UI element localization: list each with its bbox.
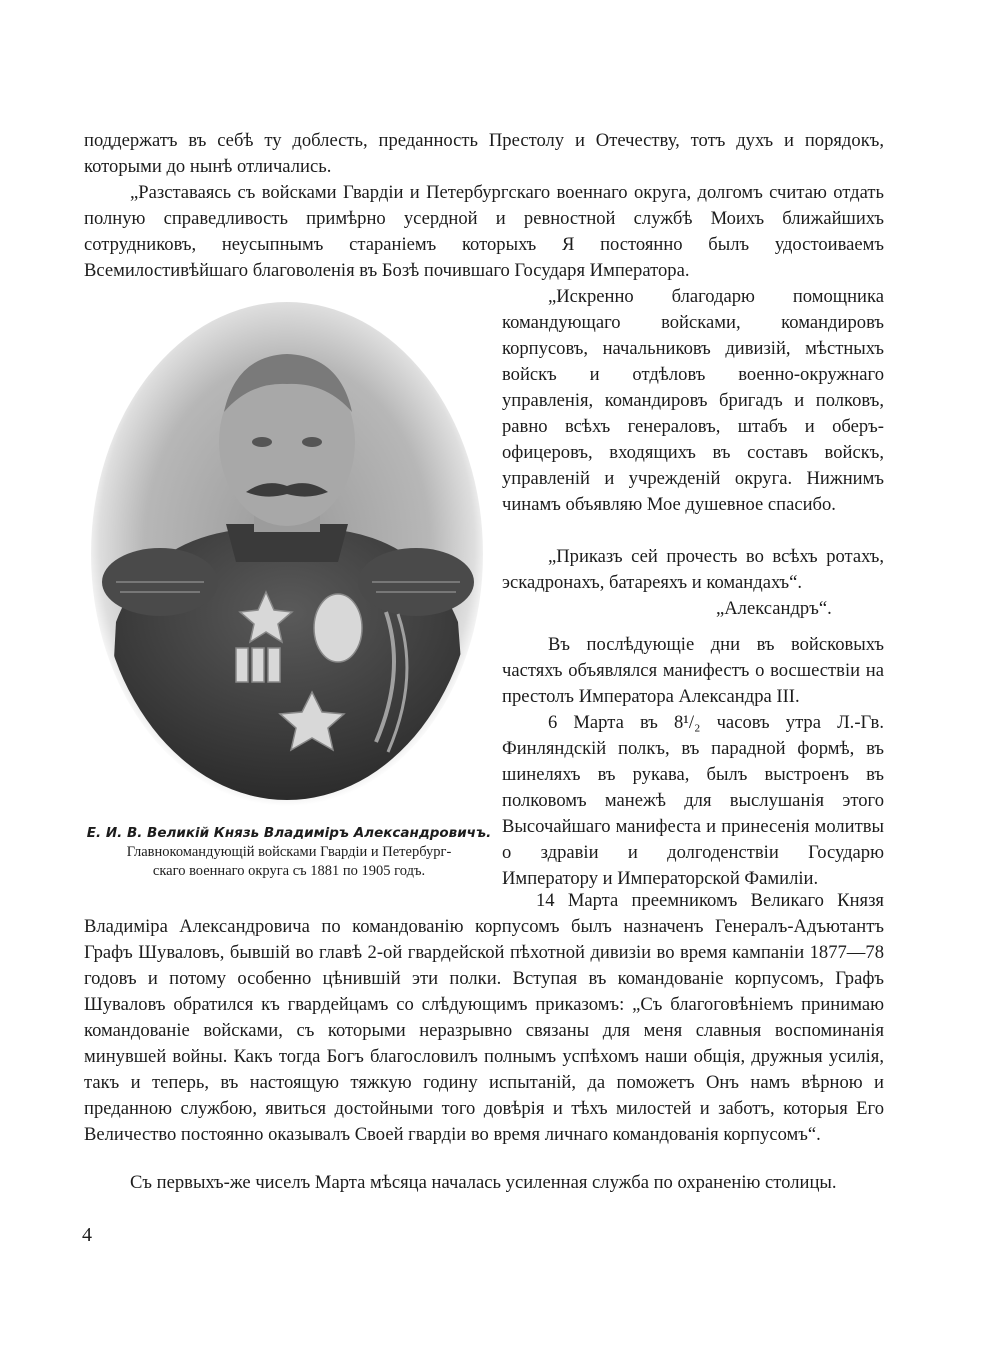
paragraph-3: „Искренно благодарю помощника командующаго войсками, командировъ корпусовъ, начальниковъ дивизій, мѣстныхъ войскъ и отдѣловъ военно-окружнаго управленія, командировъ бригадъ и полковъ, равно всѣхъ генераловъ, штабъ и оберъ-офицеровъ, входящихъ въ составъ войскъ, управленій и учрежденій округа. Нижнимъ чинамъ объявляю Мое душевное спасибо.: [502, 286, 884, 515]
paragraph-7: 14 Марта преемникомъ Великаго Князя Владиміра Александровича по командованію корпусомъ былъ назначенъ Генералъ-Адъютантъ Графъ Шуваловъ, бывшій во главѣ 2-ой гвардейской пѣхотной дивизіи во время кампаніи 1877—78 годовъ и потому особенно цѣнившій эти полки. Вступая въ командованіе корпусомъ, Графъ Шуваловъ обратился къ гвардейцамъ со слѣдующимъ приказомъ: „Съ благоговѣніемъ принимаю командованіе войсками, съ которыми неразрывно связаны для меня славныя воспоминанія минувшей войны. Какъ тогда Богъ благословилъ полнымъ успѣхомъ наши общія, дружныя усилія, такъ и теперь, въ настоящую тяжкую годину испытаній, да поможетъ Онъ намъ вѣрною и преданною службою, явиться достойными того довѣрія и тѣхъ милостей и заботъ, которыя Его Величество постоянно оказывалъ Своей гвардіи во время личнаго командованія корпусомъ“.: [84, 890, 884, 1145]
paragraph-4: „Приказъ сей прочесть во всѣхъ ротахъ, эскадронахъ, батареяхъ и командахъ“.: [502, 546, 884, 593]
left-eye: [252, 437, 272, 447]
page-number: 4: [82, 1224, 92, 1246]
caption-title: Е. И. В. Великій Князь Владиміръ Александровичъ.: [86, 825, 492, 841]
paragraph-8: Съ первыхъ-же чиселъ Марта мѣсяца началась усиленная служба по охраненію столицы.: [130, 1172, 837, 1193]
ribbon-2: [252, 648, 264, 682]
right-eye: [302, 437, 322, 447]
paragraph-2: „Разставаясь съ войсками Гвардіи и Петербургскаго военнаго округа, долгомъ считаю отдать полную справедливость примѣрно усердной и ревностной службѣ Моихъ ближайшихъ сотрудниковъ, неусыпнымъ стараніемъ которыхъ Я постоянно былъ удостоиваемъ Всемилостивѣйшаго благоволенія въ Бозѣ почившаго Государя Императора.: [84, 182, 884, 281]
oval-medal: [314, 594, 362, 662]
ribbon-1: [236, 648, 248, 682]
portrait-caption: [84, 824, 494, 881]
paragraph-1: поддержатъ въ себѣ ту доблесть, преданность Престолу и Отечеству, тотъ духъ и порядокъ, которыми до нынѣ отличались.: [84, 130, 884, 177]
caption-line-2: скаго военнаго округа съ 1881 по 1905 годъ.: [152, 863, 426, 879]
signature: „Александръ“.: [716, 598, 832, 619]
caption-line-1: Главнокомандующій войсками Гвардіи и Петербург-: [126, 844, 452, 860]
ribbon-3: [268, 648, 280, 682]
paragraph-6: 6 Марта въ 8¹/₂ часовъ утра Л.-Гв. Финляндскій полкъ, въ парадной формѣ, въ шинеляхъ въ рукава, былъ выстроенъ въ полковомъ манежѣ для выслушанія этого Высочайшаго манифеста и принесенія молитвы о здравіи и долгоденствіи Государю Императору и Императорской Фамиліи.: [502, 712, 884, 889]
portrait-illustration: [86, 292, 488, 806]
paragraph-5: Въ послѣдующіе дни въ войсковыхъ частяхъ объявлялся манифестъ о восшествіи на престолъ Императора Александра III.: [502, 634, 884, 707]
